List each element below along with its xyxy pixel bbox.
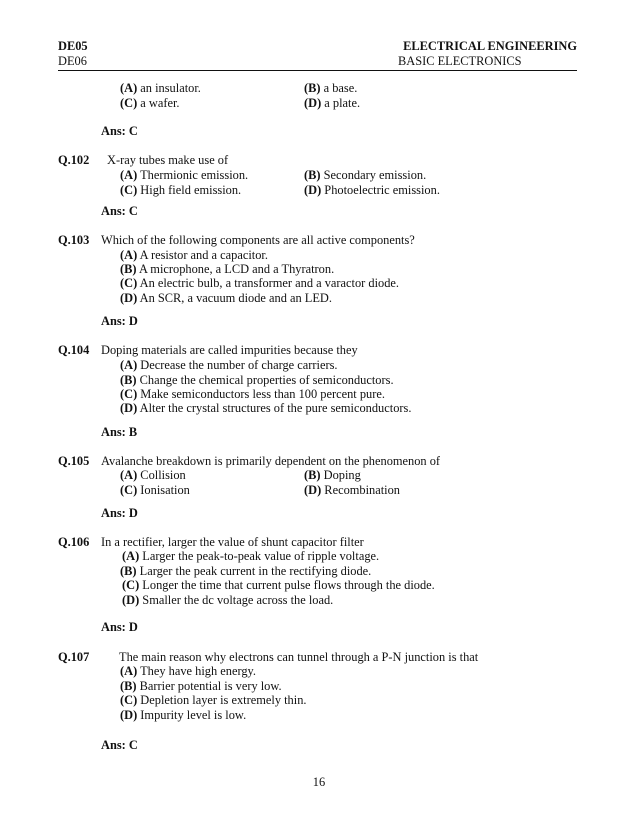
q105-number: Q.105 <box>58 454 90 468</box>
q104-answer: Ans: B <box>101 425 138 439</box>
top-answer: Ans: C <box>101 124 138 138</box>
q102-option-c: (C) High field emission. <box>120 183 242 197</box>
q104-option-d: (D) Alter the crystal structures of the pure semiconductors. <box>120 401 412 415</box>
header-rule <box>58 70 577 71</box>
q102-option-a: (A) Thermionic emission. <box>120 168 249 182</box>
top-option-b: (B) a base. <box>304 81 358 95</box>
q107-option-d: (D) Impurity level is low. <box>120 708 247 722</box>
q106-option-c: (C) Longer the time that current pulse flows through the diode. <box>122 578 435 592</box>
q103-number: Q.103 <box>58 233 90 247</box>
q107-option-a: (A) They have high energy. <box>120 664 257 678</box>
q104-question: Doping materials are called impurities because they <box>101 343 358 357</box>
q103-option-d: (D) An SCR, a vacuum diode and an LED. <box>120 291 332 305</box>
top-option-d: (D) a plate. <box>304 96 361 110</box>
q107-answer: Ans: C <box>101 738 138 752</box>
q107-option-c: (C) Depletion layer is extremely thin. <box>120 693 307 707</box>
q104-option-c: (C) Make semiconductors less than 100 percent pure. <box>120 387 385 401</box>
q105-option-b: (B) Doping <box>304 468 361 482</box>
header-right-title-2: BASIC ELECTRONICS <box>398 54 522 68</box>
q106-number: Q.106 <box>58 535 90 549</box>
q106-question: In a rectifier, larger the value of shunt capacitor filter <box>101 535 364 549</box>
q106-option-b: (B) Larger the peak current in the rectifying diode. <box>120 564 372 578</box>
q106-option-a: (A) Larger the peak-to-peak value of ripple voltage. <box>122 549 380 563</box>
q107-number: Q.107 <box>58 650 90 664</box>
q103-answer: Ans: D <box>101 314 138 328</box>
q107-question: The main reason why electrons can tunnel through a P-N junction is that <box>119 650 479 664</box>
q105-option-c: (C) Ionisation <box>120 483 190 497</box>
q103-option-a: (A) A resistor and a capacitor. <box>120 248 268 262</box>
q104-option-a: (A) Decrease the number of charge carriers. <box>120 358 338 372</box>
q106-option-d: (D) Smaller the dc voltage across the load. <box>122 593 334 607</box>
q102-answer: Ans: C <box>101 204 138 218</box>
q102-number: Q.102 <box>58 153 90 167</box>
header-right-title-1: ELECTRICAL ENGINEERING <box>403 39 577 53</box>
q102-question: X-ray tubes make use of <box>107 153 229 167</box>
q105-question: Avalanche breakdown is primarily dependent on the phenomenon of <box>101 454 441 468</box>
q102-option-b: (B) Secondary emission. <box>304 168 427 182</box>
header-left-code-2: DE06 <box>58 54 87 68</box>
q107-option-b: (B) Barrier potential is very low. <box>120 679 282 693</box>
q105-option-d: (D) Recombination <box>304 483 401 497</box>
q102-option-d: (D) Photoelectric emission. <box>304 183 440 197</box>
q105-answer: Ans: D <box>101 506 138 520</box>
q103-question: Which of the following components are all active components? <box>101 233 415 247</box>
q103-option-b: (B) A microphone, a LCD and a Thyratron. <box>120 262 335 276</box>
page-number: 16 <box>312 775 326 789</box>
q104-number: Q.104 <box>58 343 90 357</box>
q104-option-b: (B) Change the chemical properties of semiconductors. <box>120 373 394 387</box>
q103-option-c: (C) An electric bulb, a transformer and a varactor diode. <box>120 276 400 290</box>
q106-answer: Ans: D <box>101 620 138 634</box>
q105-option-a: (A) Collision <box>120 468 186 482</box>
top-option-a: (A) an insulator. <box>120 81 201 95</box>
top-option-c: (C) a wafer. <box>120 96 180 110</box>
header-left-code-1: DE05 <box>58 39 88 53</box>
